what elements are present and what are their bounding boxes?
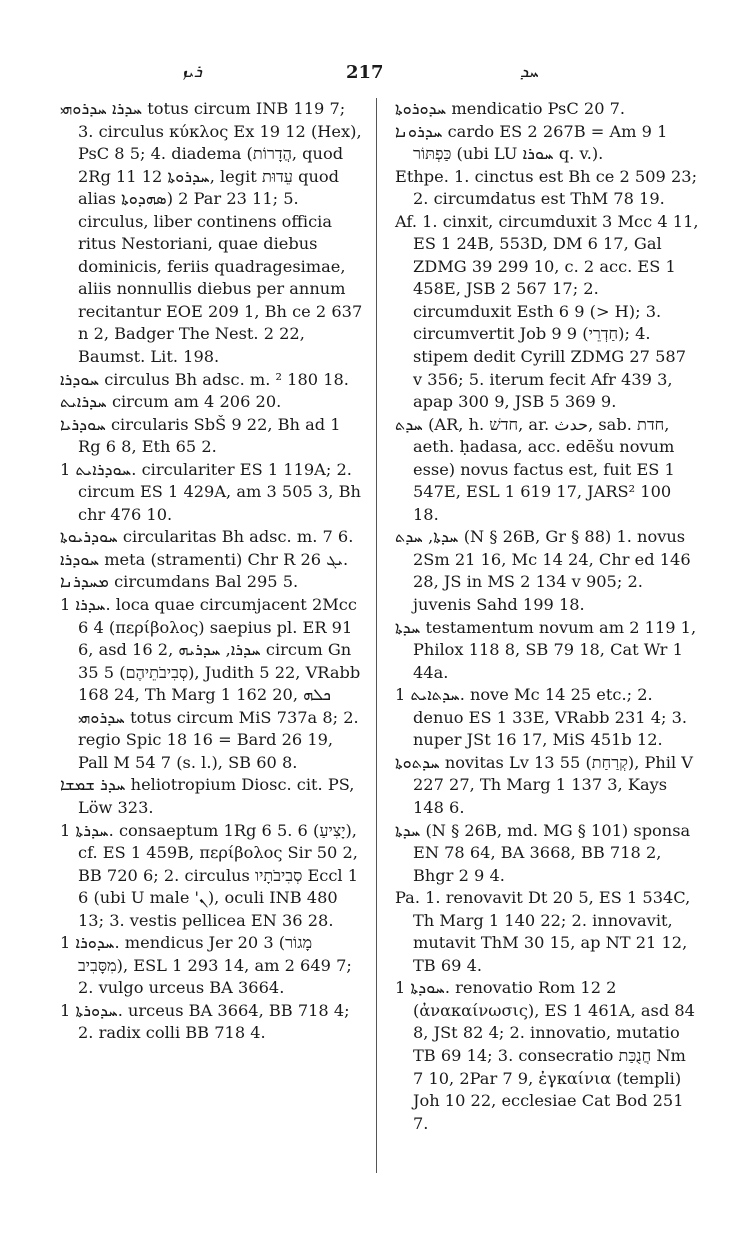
right-column [395, 98, 700, 1135]
dictionary-entry: ܚܘܕܪܐܝܬ 1. circulariter ES 1 119A; 2. circum ES 1 429A, am 3 505 3, Bh chr 476 10. [60, 459, 361, 524]
dictionary-entry: ܚܕܬܐ (N § 26B, md. MG § 101) sponsa EN 78 64, BA 3668, BB 718 2, Bhgr 2 9 4. [395, 820, 691, 885]
dictionary-entry: ܚܕܬ (AR, h. חדשׁ, ar. حدث, sab. חדת, aeth. ḥadasa, acc. edēšu novum esse) novus factus est, fuit ES 1 547E, ESL 1 619 17, JARS² 100 18. [395, 414, 675, 524]
dictionary-entry: ܚܘܕܪܝܘܬܐ circularitas Bh adsc. m. 7 6. [60, 527, 354, 547]
dictionary-entry: ܚܘܕܪܝܐ circularis SbŠ 9 22, Bh ad 1 Rg 6 8, Eth 65 2. [60, 414, 341, 457]
dictionary-entry: ܚܕܬܐܝܬ 1. nove Mc 14 25 etc.; 2. denuo ES 1 33E, VRabb 231 4; 3. nuper JSt 16 17, MiS 451b 12. [395, 685, 688, 750]
dictionary-entry: ܚܕܘܪܘܬܐ mendicatio PsC 20 7. [395, 99, 626, 118]
header-syriac-letter: ܚܕ [520, 62, 539, 82]
dictionary-entry: ܚܕܘܪܬܐ 1. urceus BA 3664, BB 718 4; 2. radix colli BB 718 4. [60, 1000, 350, 1043]
dictionary-entry: ܚܕܪܬܐ 1. consaeptum 1Rg 6 5. 6 (יָצִיעַ), cf. ES 1 459B, περίβολος Sir 50 2, BB 720 6; 2. circulus סְבִיבֹתָיו Eccl 1 6 (ubi U male 'ܢ), oculi INB 480 13; 3. vestis pellicea EN 36 28. [60, 820, 359, 930]
page-number: 217 [346, 62, 384, 83]
dictionary-entry: ܚܕܪ ܫܡܫܐ heliotropium Diosc. cit. PS, Löw 323. [60, 775, 355, 817]
dictionary-entry: ܚܘܕܬܐ 1. renovatio Rom 12 2 (ἀνακαίνωσις), ES 1 461A, asd 84 8, JSt 82 4; 2. innovatio, mutatio TB 69 14; 3. consecratio חֲנֻכַּת Nm 7 10, 2Par 7 9, ἐγκαίνια (templi) Joh 10 22, ecclesiae Cat Bod 251 7. [395, 978, 695, 1133]
header-syriac-numeral: ܪܝܙ [182, 62, 202, 82]
dictionary-entry: ܚܕܪܘܢܐ cardo ES 2 267B = Am 9 1 כַּפְתּוֹר (ubi LU ܚܘܪܐ q. v.). [395, 121, 668, 164]
dictionary-entry: ܚܕܘܪܐ 1. mendicus Jer 20 3 (מָגוֹר מִסָּבִיב), ESL 1 293 14, am 2 649 7; 2. vulgo urceus BA 3664. [60, 933, 352, 998]
dictionary-entry: ܚܕܬܐ, ܚܕܬ (N § 26B, Gr § 88) 1. novus 2Sm 21 16, Mc 14 24, Chr ed 146 28, JS in MS 2 134 v 905; 2. juvenis Sahd 199 18. [395, 527, 691, 615]
dictionary-entry: Af. 1. cinxit, circumduxit 3 Mcc 4 11, ES 1 24B, 553D, DM 6 17, Gal ZDMG 39 299 10, c. 2 acc. ES 1 458E, JSB 2 567 17; 2. circumduxit Esth 6 9 (> H); 3. circumvertit Job 9 9 (חַדְרֵי); 4. stipem dedit Cyrill ZDMG 27 587 v 356; 5. iterum fecit Afr 439 3, apap 300 9, JSB 5 369 9. [395, 211, 699, 412]
dictionary-entry: ܚܘܕܪܐ meta (stramenti) Chr R ܝܓ 26. [60, 549, 349, 569]
left-column [60, 98, 365, 1045]
dictionary-entry: ܚܕܪܐܝܬ circum am 4 206 20. [60, 392, 282, 412]
dictionary-entry: ܚܕܪܐ 1. loca quae circumjacent 2Mcc 6 4 (περίβολος) saepius pl. ER 91 6, asd 16 2, ܚܕܪܐ, ܚܕܪܝܗ circum Gn 35 5 (סְבִיבֹתֵיהֶם), Judith 5 22, VRabb 168 24, Th Marg 1 162 20, ܟܠܗ ܚܕܪܘܗܝ totus circum MiS 737a 8; 2. regio Spic 18 16 = Bard 26 19, Pall M 54 7 (s. l.), SB 60 8. [60, 595, 361, 772]
dictionary-entry: ܡܚܕܪܢܐ circumdans Bal 295 5. [60, 572, 299, 592]
dictionary-entry: ܚܕܬܐ testamentum novum am 2 119 1, Philox 118 8, SB 79 18, Cat Wr 1 44a. [395, 617, 697, 682]
dictionary-entry: ܚܘܕܪܐ circulus Bh adsc. m. ² 180 18. [60, 369, 349, 389]
dictionary-entry: ܚܕܪܐ ܚܕܪܘܗܝ totus circum INB 119 7; 3. circulus κύκλος Ex 19 12 (Hex), PsC 8 5; 4. diadema (הֲדָרוֹת, quod 2Rg 11 12 ܚܕܪܘܬܐ, legit עֵדוּת quod alias ܣܗܕܘܬܐ) 2 Par 23 11; 5. circulus, liber continens officia ritus Nestoriani, quae diebus dominicis, feriis quadragesimae, aliis nonnullis diebus per annum recitantur EOE 209 1, Bh ce 2 637 n 2, Badger The Nest. 2 22, Baumst. Lit. 198. [60, 99, 363, 367]
column-divider [376, 98, 377, 1173]
dictionary-entry: Ethpe. 1. cinctus est Bh ce 2 509 23; 2. circumdatus est ThM 78 19. [395, 166, 698, 209]
dictionary-entry: Pa. 1. renovavit Dt 20 5, ES 1 534C, Th Marg 1 140 22; 2. innovavit, mutavit ThM 30 15, ap NT 21 12, TB 69 4. [395, 888, 691, 975]
dictionary-entry: ܚܕܬܘܬܐ novitas Lv 13 55 (קְרַחַת), Phil V 227 27, Th Marg 1 137 3, Kays 148 6. [395, 752, 693, 817]
